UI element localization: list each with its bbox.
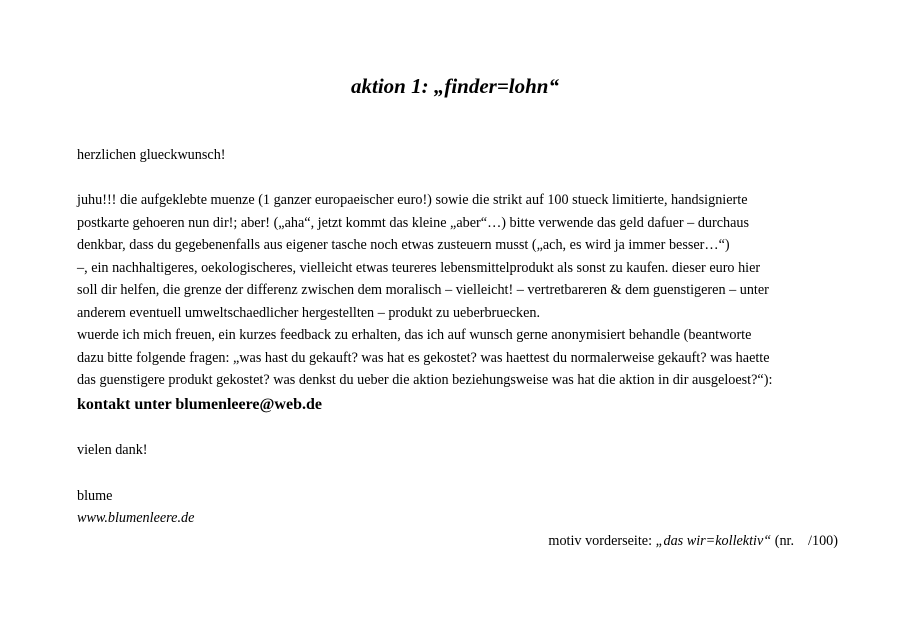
motive-caption — [548, 530, 838, 553]
body-line: soll dir helfen, die grenze der differenz zwischen dem moralisch – vielleicht! – vertretbareren & dem guenstigeren – unter — [77, 282, 769, 298]
signature-name: blume — [77, 488, 113, 504]
greeting-text: herzlichen glueckwunsch! — [77, 147, 226, 163]
contact-line: kontakt unter blumenleere@web.de — [77, 396, 322, 413]
motive-number-prefix: (nr. — [771, 533, 795, 549]
body-line: juhu!!! die aufgeklebte muenze (1 ganzer europaeischer euro!) sowie die strikt auf 100 stueck limitierte, handsignierte — [77, 192, 748, 208]
motive-prefix: motiv vorderseite: — [548, 533, 656, 549]
website-link[interactable]: www.blumenleere.de — [77, 510, 195, 526]
body-line: wuerde ich mich freuen, ein kurzes feedback zu erhalten, das ich auf wunsch gerne anonymisiert behandle (beantworte — [77, 327, 752, 343]
body-line: postkarte gehoeren nun dir!; aber! („aha“, jetzt kommt das kleine „aber“…) bitte verwende das geld dafuer – durchaus — [77, 214, 750, 231]
body-line: dazu bitte folgende fragen: „was hast du gekauft? was hat es gekostet? was haettest du normalerweise gekauft? was haette — [77, 349, 770, 366]
body-paragraph — [77, 189, 842, 392]
thanks-text: vielen dank! — [77, 442, 148, 458]
body-line: das guenstigere produkt gekostet? was denkst du ueber die aktion beziehungsweise was hat die aktion in dir ausgeloest?“): — [77, 372, 773, 388]
motive-title: „das wir=kollektiv“ — [655, 533, 772, 549]
motive-number-suffix: /100) — [808, 533, 838, 549]
body-line: anderem eventuell umweltschaedlicher hergestellten – produkt zu ueberbruecken. — [77, 304, 541, 321]
body-line: –, ein nachhaltigeres, oekologischeres, vielleicht etwas teureres lebensmittelprodukt als sonst zu kaufen. dieser euro hier — [77, 259, 761, 276]
page-title: aktion 1: „finder=lohn“ — [350, 74, 559, 98]
body-line: denkbar, dass du gegebenenfalls aus eigener tasche noch etwas zusteuern musst („ach, es wird ja immer besser…“) — [77, 237, 730, 253]
